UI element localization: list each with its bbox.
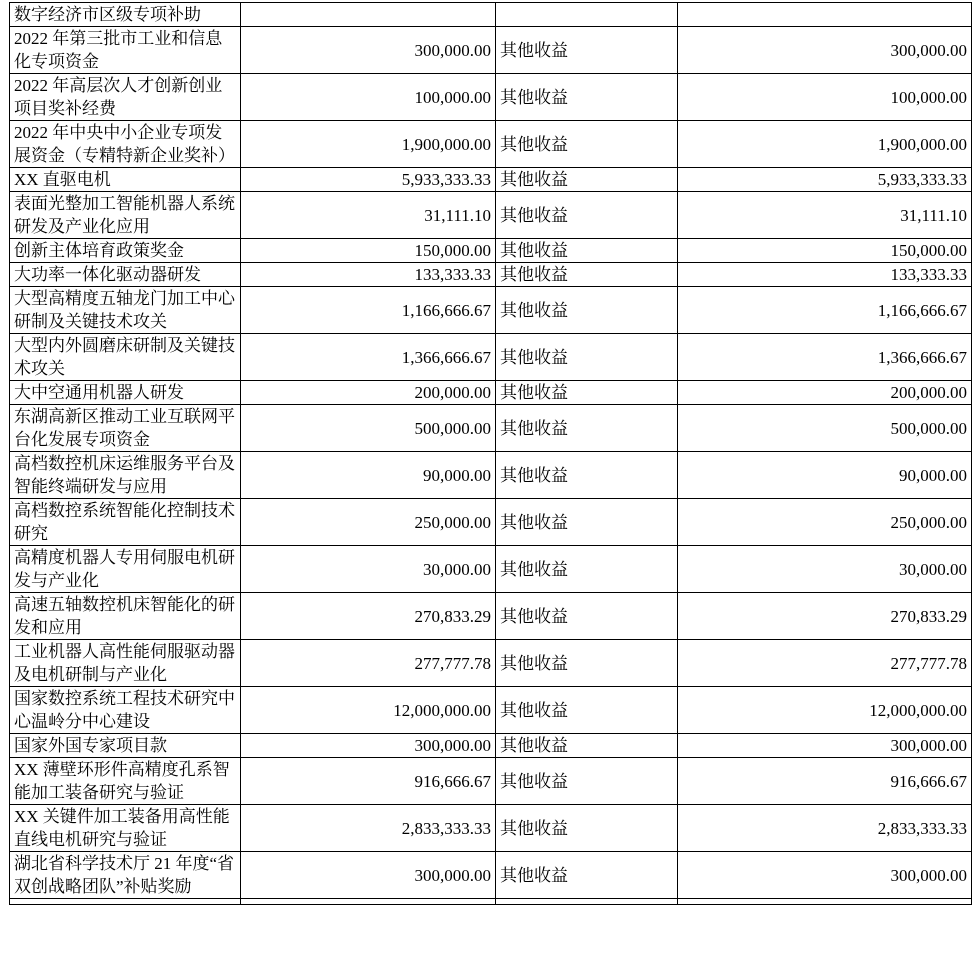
amount-total-cell: 12,000,000.00 bbox=[678, 687, 972, 734]
table-row bbox=[10, 805, 972, 852]
table-row bbox=[10, 687, 972, 734]
category-cell: 其他收益 bbox=[496, 499, 678, 546]
amount-cell: 200,000.00 bbox=[241, 381, 496, 405]
item-name-cell: 数字经济市区级专项补助 bbox=[10, 3, 241, 27]
item-name-cell: 工业机器人高性能伺服驱动器及电机研制与产业化 bbox=[10, 640, 241, 687]
item-name-cell: 国家数控系统工程技术研究中心温岭分中心建设 bbox=[10, 687, 241, 734]
item-name-cell: 2022 年第三批市工业和信息化专项资金 bbox=[10, 27, 241, 74]
table-row bbox=[10, 3, 972, 27]
table-row bbox=[10, 381, 972, 405]
table-row bbox=[10, 287, 972, 334]
amount-total-cell: 133,333.33 bbox=[678, 263, 972, 287]
cutoff-cell bbox=[678, 899, 972, 905]
item-name-cell: 大功率一体化驱动器研发 bbox=[10, 263, 241, 287]
item-name-cell: 大型内外圆磨床研制及关键技术攻关 bbox=[10, 334, 241, 381]
table-row bbox=[10, 74, 972, 121]
category-cell: 其他收益 bbox=[496, 334, 678, 381]
amount-cell: 250,000.00 bbox=[241, 499, 496, 546]
category-cell: 其他收益 bbox=[496, 287, 678, 334]
item-name-cell: 创新主体培育政策奖金 bbox=[10, 239, 241, 263]
category-cell: 其他收益 bbox=[496, 687, 678, 734]
category-cell: 其他收益 bbox=[496, 168, 678, 192]
item-name-cell: XX 关键件加工装备用高性能直线电机研究与验证 bbox=[10, 805, 241, 852]
item-name-cell: XX 薄壁环形件高精度孔系智能加工装备研究与验证 bbox=[10, 758, 241, 805]
amount-cell: 90,000.00 bbox=[241, 452, 496, 499]
category-cell: 其他收益 bbox=[496, 758, 678, 805]
table-row bbox=[10, 734, 972, 758]
item-name-cell: XX 直驱电机 bbox=[10, 168, 241, 192]
amount-total-cell: 277,777.78 bbox=[678, 640, 972, 687]
amount-total-cell: 916,666.67 bbox=[678, 758, 972, 805]
item-name-cell: 高精度机器人专用伺服电机研发与产业化 bbox=[10, 546, 241, 593]
amount-total-cell: 150,000.00 bbox=[678, 239, 972, 263]
item-name-cell: 大型高精度五轴龙门加工中心研制及关键技术攻关 bbox=[10, 287, 241, 334]
amount-total-cell: 1,900,000.00 bbox=[678, 121, 972, 168]
table-row bbox=[10, 27, 972, 74]
category-cell: 其他收益 bbox=[496, 734, 678, 758]
category-cell: 其他收益 bbox=[496, 74, 678, 121]
table-row bbox=[10, 121, 972, 168]
amount-cell: 1,166,666.67 bbox=[241, 287, 496, 334]
table-row bbox=[10, 452, 972, 499]
amount-total-cell: 300,000.00 bbox=[678, 852, 972, 899]
amount-total-cell: 300,000.00 bbox=[678, 27, 972, 74]
item-name-cell: 2022 年中央中小企业专项发展资金（专精特新企业奖补） bbox=[10, 121, 241, 168]
category-cell: 其他收益 bbox=[496, 405, 678, 452]
amount-total-cell: 90,000.00 bbox=[678, 452, 972, 499]
table-row bbox=[10, 168, 972, 192]
cutoff-cell bbox=[496, 899, 678, 905]
category-cell: 其他收益 bbox=[496, 192, 678, 239]
amount-total-cell: 250,000.00 bbox=[678, 499, 972, 546]
amount-cell: 100,000.00 bbox=[241, 74, 496, 121]
table-row bbox=[10, 405, 972, 452]
table-row bbox=[10, 593, 972, 640]
table-row bbox=[10, 852, 972, 899]
category-cell: 其他收益 bbox=[496, 121, 678, 168]
amount-cell: 300,000.00 bbox=[241, 852, 496, 899]
item-name-cell: 高档数控系统智能化控制技术研究 bbox=[10, 499, 241, 546]
category-cell: 其他收益 bbox=[496, 452, 678, 499]
item-name-cell: 高档数控机床运维服务平台及智能终端研发与应用 bbox=[10, 452, 241, 499]
amount-cell: 1,900,000.00 bbox=[241, 121, 496, 168]
table-row bbox=[10, 546, 972, 593]
subsidy-table bbox=[9, 2, 972, 905]
amount-cell: 12,000,000.00 bbox=[241, 687, 496, 734]
table-row bbox=[10, 334, 972, 381]
amount-total-cell: 270,833.29 bbox=[678, 593, 972, 640]
amount-total-cell: 5,933,333.33 bbox=[678, 168, 972, 192]
category-cell bbox=[496, 3, 678, 27]
item-name-cell: 东湖高新区推动工业互联网平台化发展专项资金 bbox=[10, 405, 241, 452]
table-body bbox=[10, 3, 972, 905]
amount-total-cell bbox=[678, 3, 972, 27]
amount-total-cell: 2,833,333.33 bbox=[678, 805, 972, 852]
category-cell: 其他收益 bbox=[496, 640, 678, 687]
amount-cell: 277,777.78 bbox=[241, 640, 496, 687]
table-row bbox=[10, 239, 972, 263]
category-cell: 其他收益 bbox=[496, 381, 678, 405]
amount-cell bbox=[241, 3, 496, 27]
amount-cell: 2,833,333.33 bbox=[241, 805, 496, 852]
amount-total-cell: 1,166,666.67 bbox=[678, 287, 972, 334]
item-name-cell: 大中空通用机器人研发 bbox=[10, 381, 241, 405]
amount-cell: 133,333.33 bbox=[241, 263, 496, 287]
amount-total-cell: 31,111.10 bbox=[678, 192, 972, 239]
amount-cell: 31,111.10 bbox=[241, 192, 496, 239]
table-row bbox=[10, 263, 972, 287]
cutoff-cell bbox=[10, 899, 241, 905]
amount-cell: 500,000.00 bbox=[241, 405, 496, 452]
amount-total-cell: 300,000.00 bbox=[678, 734, 972, 758]
category-cell: 其他收益 bbox=[496, 239, 678, 263]
item-name-cell: 2022 年高层次人才创新创业项目奖补经费 bbox=[10, 74, 241, 121]
amount-total-cell: 500,000.00 bbox=[678, 405, 972, 452]
amount-total-cell: 1,366,666.67 bbox=[678, 334, 972, 381]
table-row-cutoff bbox=[10, 899, 972, 905]
amount-total-cell: 200,000.00 bbox=[678, 381, 972, 405]
table-row bbox=[10, 499, 972, 546]
category-cell: 其他收益 bbox=[496, 263, 678, 287]
table-row bbox=[10, 640, 972, 687]
amount-total-cell: 100,000.00 bbox=[678, 74, 972, 121]
table-row bbox=[10, 758, 972, 805]
item-name-cell: 表面光整加工智能机器人系统研发及产业化应用 bbox=[10, 192, 241, 239]
item-name-cell: 高速五轴数控机床智能化的研发和应用 bbox=[10, 593, 241, 640]
amount-cell: 270,833.29 bbox=[241, 593, 496, 640]
amount-cell: 300,000.00 bbox=[241, 734, 496, 758]
amount-cell: 1,366,666.67 bbox=[241, 334, 496, 381]
amount-total-cell: 30,000.00 bbox=[678, 546, 972, 593]
cutoff-cell bbox=[241, 899, 496, 905]
amount-cell: 300,000.00 bbox=[241, 27, 496, 74]
amount-cell: 30,000.00 bbox=[241, 546, 496, 593]
category-cell: 其他收益 bbox=[496, 805, 678, 852]
category-cell: 其他收益 bbox=[496, 27, 678, 74]
category-cell: 其他收益 bbox=[496, 852, 678, 899]
category-cell: 其他收益 bbox=[496, 546, 678, 593]
category-cell: 其他收益 bbox=[496, 593, 678, 640]
amount-cell: 916,666.67 bbox=[241, 758, 496, 805]
table-row bbox=[10, 192, 972, 239]
item-name-cell: 国家外国专家项目款 bbox=[10, 734, 241, 758]
amount-cell: 150,000.00 bbox=[241, 239, 496, 263]
item-name-cell: 湖北省科学技术厅 21 年度“省双创战略团队”补贴奖励 bbox=[10, 852, 241, 899]
amount-cell: 5,933,333.33 bbox=[241, 168, 496, 192]
